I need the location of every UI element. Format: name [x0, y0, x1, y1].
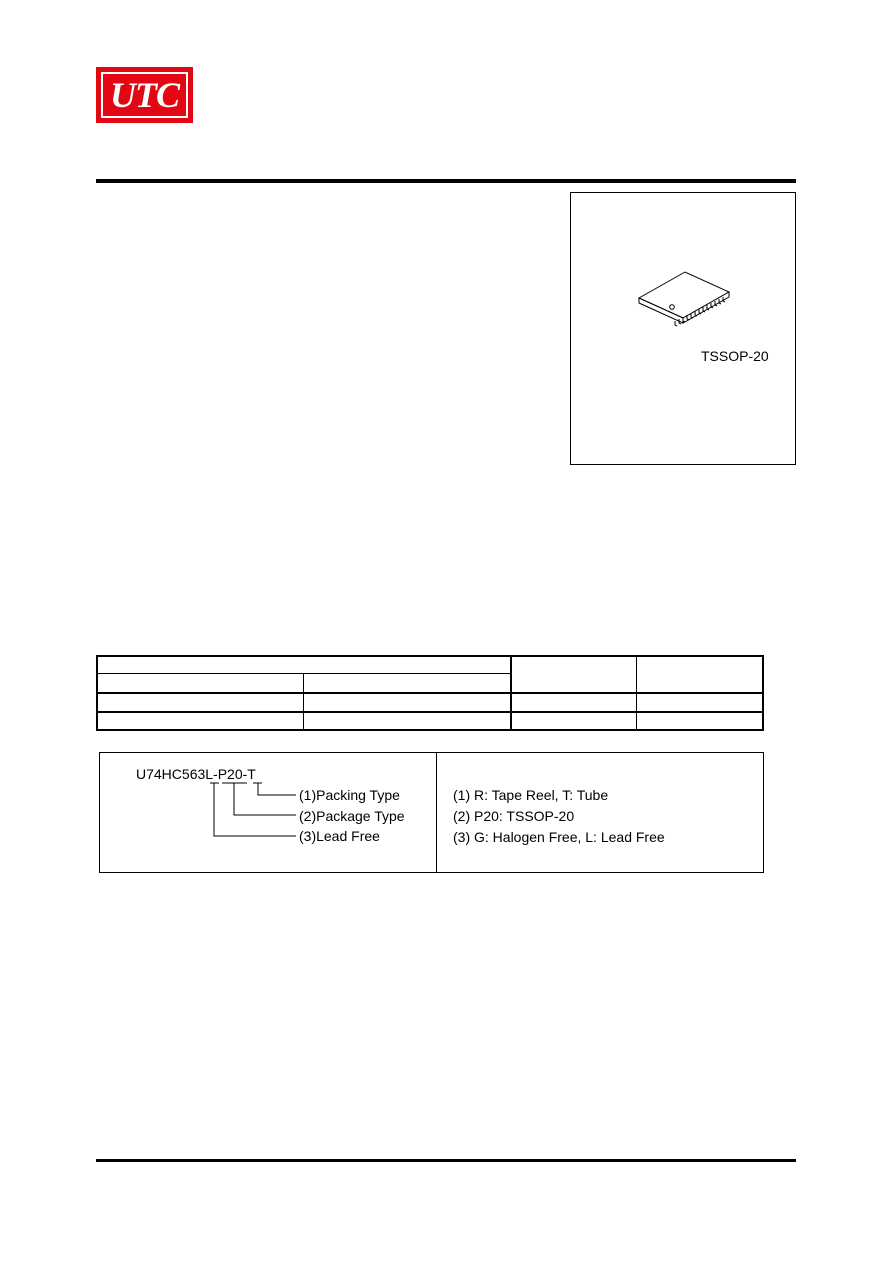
table-col-divider [510, 655, 512, 731]
utc-logo [96, 67, 193, 123]
callout-lead-free: (3)Lead Free [299, 828, 380, 844]
ordering-code-box [99, 752, 764, 873]
part-number: U74HC563L-P20-T [136, 766, 256, 782]
table-border-right [762, 655, 764, 731]
desc-package-type: (2) P20: TSSOP-20 [453, 808, 575, 824]
ordering-table [96, 655, 764, 731]
footer-rule [96, 1159, 796, 1162]
table-border-top [96, 655, 764, 657]
table-header-line [96, 692, 764, 694]
table-border-left [96, 655, 98, 731]
desc-lead-free: (3) G: Halogen Free, L: Lead Free [453, 829, 665, 845]
callout-package-type: (2)Package Type [299, 808, 405, 824]
logo-text: UTC [110, 75, 179, 115]
table-border-bottom [96, 729, 764, 731]
ordering-box-divider [436, 753, 437, 872]
table-row-line [96, 711, 764, 713]
tssop-package-icon [637, 270, 733, 330]
package-box [570, 192, 796, 465]
table-col-divider [303, 673, 304, 731]
logo-frame [101, 72, 188, 118]
header-rule [96, 179, 796, 183]
table-col-divider [636, 655, 637, 731]
package-label: TSSOP-20 [701, 348, 769, 364]
desc-packing-type: (1) R: Tape Reel, T: Tube [453, 787, 609, 803]
callout-packing-type: (1)Packing Type [299, 787, 400, 803]
